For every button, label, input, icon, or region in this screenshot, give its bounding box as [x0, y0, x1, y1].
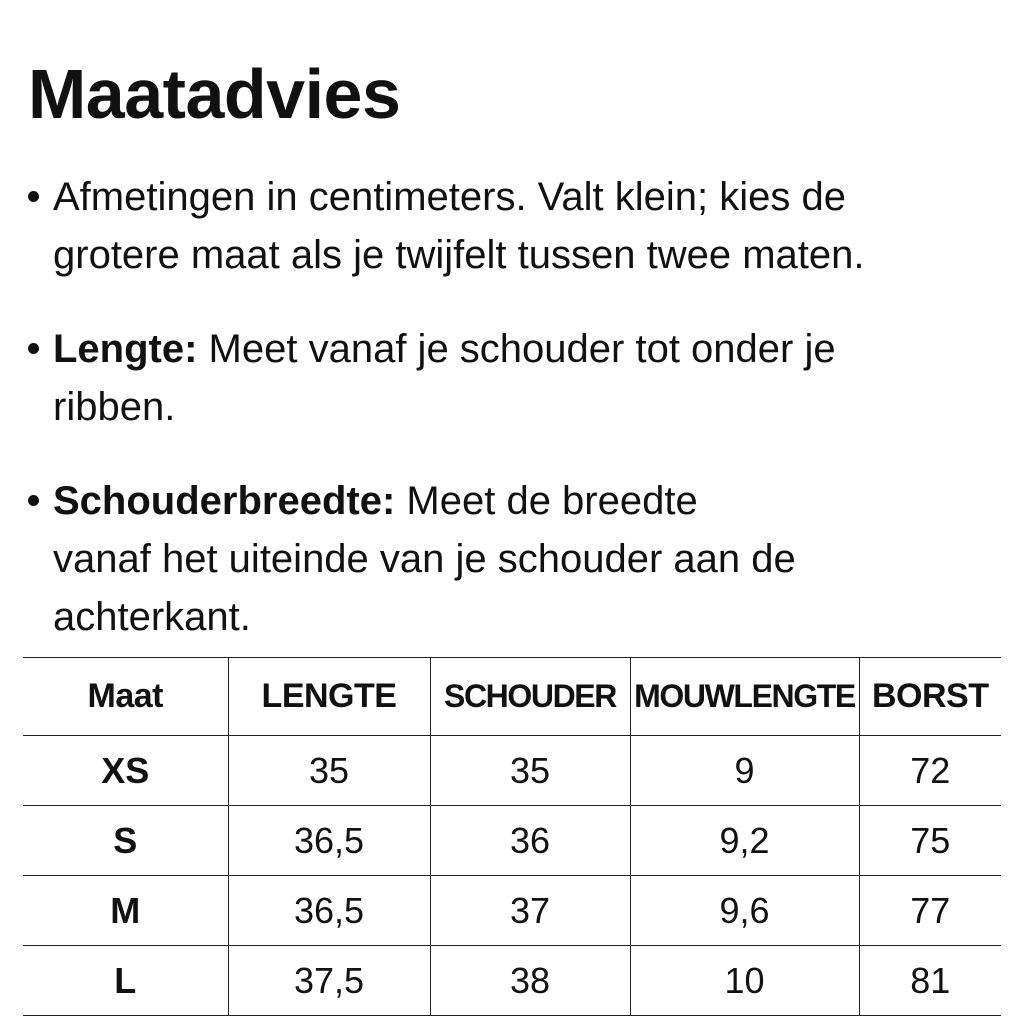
size-notes-list [24, 168, 1024, 682]
table-row [23, 946, 1001, 1016]
note-length [24, 320, 1024, 436]
shoulder-cell: 35 [430, 736, 630, 806]
table-header-row [23, 658, 1001, 736]
chest-cell: 81 [859, 946, 1001, 1016]
header-chest: BORST [859, 658, 1001, 736]
sleeve-length-cell: 9 [630, 736, 859, 806]
header-length: LENGTE [228, 658, 430, 736]
note-shoulder-label: Schouderbreedte: [53, 479, 396, 523]
note-shoulder-line-3: achterkant. [53, 595, 251, 639]
table-row [23, 876, 1001, 946]
shoulder-cell: 37 [430, 876, 630, 946]
header-size: Maat [23, 658, 228, 736]
sleeve-length-cell: 9,2 [630, 806, 859, 876]
sleeve-length-cell: 9,6 [630, 876, 859, 946]
note-length-line-2: ribben. [53, 385, 176, 429]
note-units-line-1: Afmetingen in centimeters. Valt klein; kies de [53, 175, 846, 219]
note-shoulder-line-1: Meet de breedte [395, 479, 698, 523]
table-row [23, 806, 1001, 876]
length-cell: 35 [228, 736, 430, 806]
note-units [24, 168, 1024, 284]
bullet-icon [28, 191, 39, 202]
size-cell: M [23, 876, 228, 946]
table-row [23, 736, 1001, 806]
size-cell: XS [23, 736, 228, 806]
shoulder-cell: 36 [430, 806, 630, 876]
length-cell: 36,5 [228, 876, 430, 946]
header-sleeve-length: MOUWLENGTE [630, 658, 859, 736]
chest-cell: 77 [859, 876, 1001, 946]
page-title: Maatadvies [28, 55, 401, 133]
size-cell: S [23, 806, 228, 876]
note-shoulder-line-2: vanaf het uiteinde van je schouder aan de [53, 537, 796, 581]
chest-cell: 75 [859, 806, 1001, 876]
shoulder-cell: 38 [430, 946, 630, 1016]
size-cell: L [23, 946, 228, 1016]
header-shoulder: SCHOUDER [430, 658, 630, 736]
note-shoulder-width [24, 472, 1024, 646]
length-cell: 36,5 [228, 806, 430, 876]
note-units-line-2: grotere maat als je twijfelt tussen twee maten. [53, 233, 865, 277]
note-length-line-1: Meet vanaf je schouder tot onder je [197, 327, 836, 371]
sleeve-length-cell: 10 [630, 946, 859, 1016]
length-cell: 37,5 [228, 946, 430, 1016]
bullet-icon [28, 343, 39, 354]
note-length-label: Lengte: [53, 327, 198, 371]
size-table [23, 657, 1001, 1016]
chest-cell: 72 [859, 736, 1001, 806]
bullet-icon [28, 495, 39, 506]
